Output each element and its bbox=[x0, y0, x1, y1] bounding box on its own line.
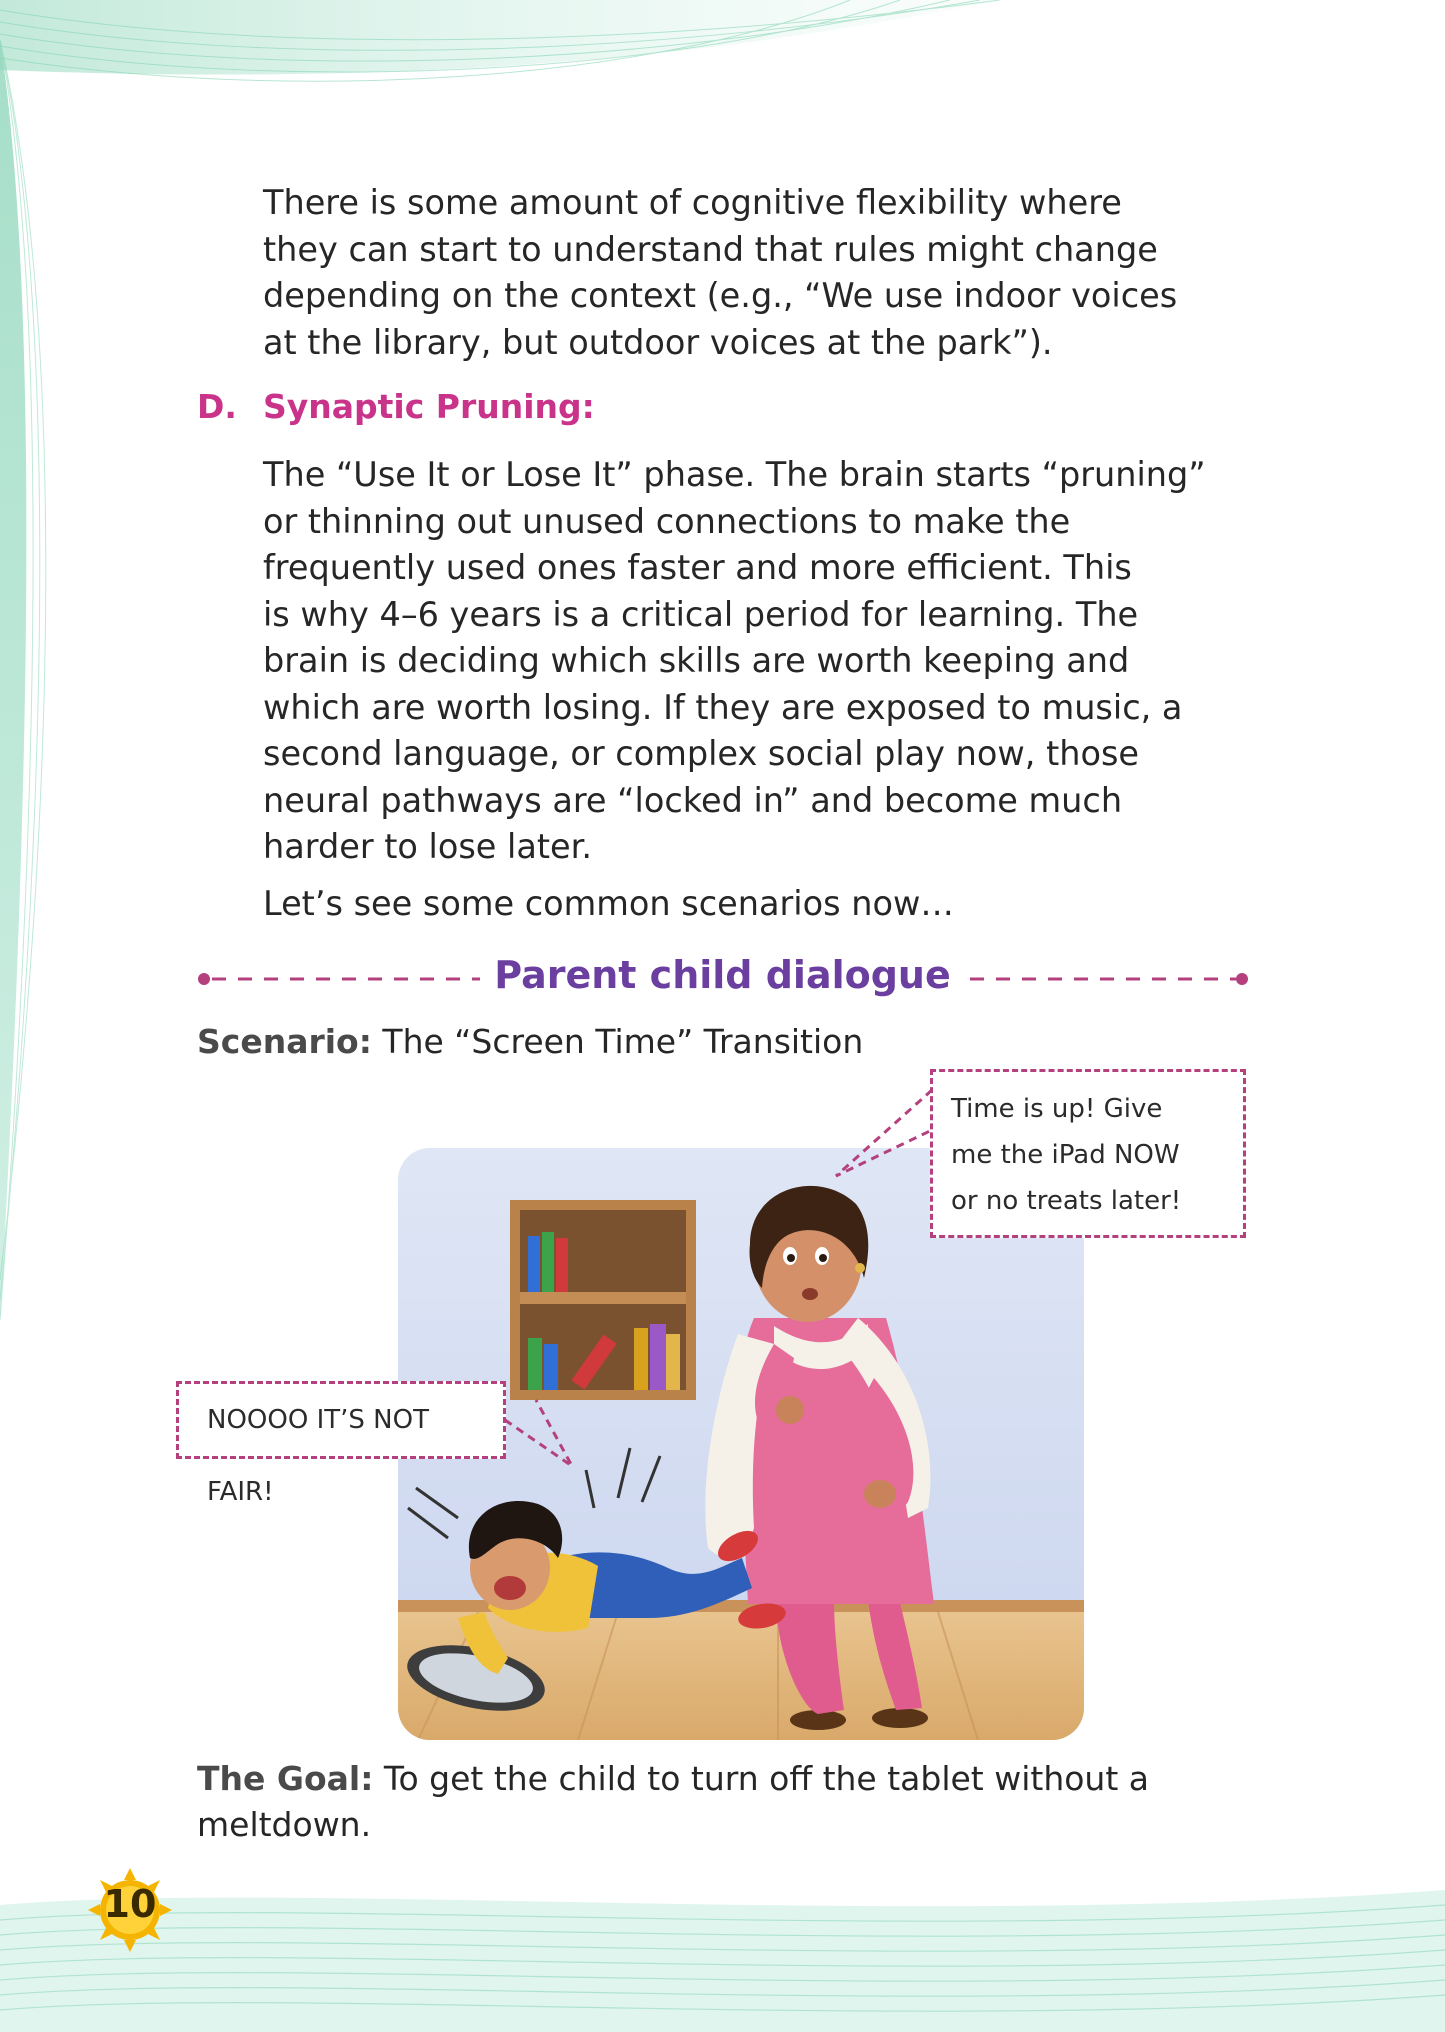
page-number: 10 bbox=[103, 1882, 157, 1926]
text-line: There is some amount of cognitive flexibility where bbox=[263, 183, 1122, 222]
bubble-text: NOOOO IT’S NOT FAIR! bbox=[207, 1405, 429, 1507]
child-speech-bubble bbox=[176, 1381, 506, 1507]
text-line: which are worth losing. If they are exposed to music, a bbox=[263, 687, 1183, 727]
text-line: depending on the context (e.g., “We use indoor voices bbox=[263, 276, 1178, 315]
dialogue-title-text: Parent child dialogue bbox=[480, 953, 965, 997]
goal-line bbox=[197, 1756, 1257, 1848]
mother-speech-bubble bbox=[930, 1069, 1246, 1238]
bubble-line: or no treats later! bbox=[951, 1186, 1182, 1216]
text-line: at the library, but outdoor voices at the park”). bbox=[263, 322, 1053, 362]
text-line: harder to lose later. bbox=[263, 827, 592, 866]
text-line: they can start to understand that rules might change bbox=[263, 229, 1158, 269]
bubble-line: Time is up! Give bbox=[951, 1094, 1163, 1124]
text-line: frequently used ones faster and more efficient. This bbox=[263, 548, 1132, 587]
section-letter: D. bbox=[197, 387, 237, 426]
goal-text: To get the child to turn off the tablet without a meltdown. bbox=[197, 1759, 1150, 1844]
text-line: brain is deciding which skills are worth keeping and bbox=[263, 641, 1130, 680]
text-line: is why 4–6 years is a critical period for learning. The bbox=[263, 594, 1139, 634]
transition-text: Let’s see some common scenarios now… bbox=[263, 884, 954, 923]
text-line: or thinning out unused connections to make the bbox=[263, 501, 1071, 541]
section-title: Synaptic Pruning: bbox=[263, 387, 595, 426]
goal-label: The Goal: bbox=[197, 1759, 374, 1798]
text-line: second language, or complex social play now, those bbox=[263, 734, 1140, 773]
bubble-line: me the iPad NOW bbox=[951, 1140, 1180, 1170]
scenario-label: Scenario: bbox=[197, 1022, 372, 1061]
scenario-text: The “Screen Time” Transition bbox=[371, 1022, 864, 1061]
text-line: neural pathways are “locked in” and become much bbox=[263, 780, 1123, 820]
text-line: The “Use It or Lose It” phase. The brain starts “pruning” bbox=[263, 455, 1206, 494]
